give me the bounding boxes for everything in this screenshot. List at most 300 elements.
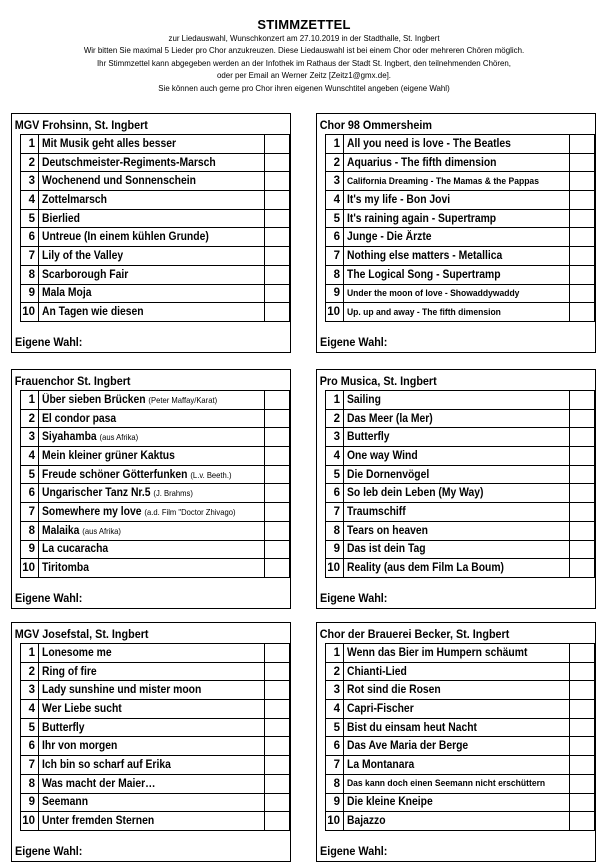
song-cell [344, 209, 570, 228]
song-row [21, 465, 290, 484]
song-title: Bierlied [42, 212, 80, 225]
vote-checkbox[interactable] [265, 700, 290, 719]
song-number: 4 [326, 191, 344, 210]
vote-checkbox[interactable] [265, 391, 290, 410]
song-title: Butterfly [347, 431, 390, 444]
song-cell [344, 428, 570, 447]
song-wrap [347, 759, 414, 771]
own-choice-field[interactable]: Eigene Wahl: [320, 844, 388, 858]
song-number: 10 [326, 559, 344, 578]
song-number: 6 [21, 228, 39, 247]
song-row [21, 135, 290, 154]
song-number: 2 [21, 409, 39, 428]
song-number: 7 [21, 247, 39, 266]
song-cell [39, 265, 265, 284]
song-table [20, 134, 290, 322]
song-cell [344, 484, 570, 503]
song-table [325, 390, 595, 578]
vote-checkbox[interactable] [570, 718, 595, 737]
song-row [326, 774, 595, 793]
song-cell [39, 191, 265, 210]
song-number: 5 [21, 465, 39, 484]
song-row [21, 700, 290, 719]
song-title: Lonesome me [42, 646, 112, 659]
song-title: Ungarischer Tanz Nr.5 [42, 487, 151, 500]
vote-checkbox[interactable] [570, 228, 595, 247]
vote-checkbox[interactable] [570, 409, 595, 428]
song-row [21, 644, 290, 663]
song-wrap [42, 213, 80, 225]
song-row [21, 718, 290, 737]
vote-checkbox[interactable] [265, 172, 290, 191]
song-note: (J. Brahms) [153, 488, 193, 499]
song-cell [344, 644, 570, 663]
vote-checkbox[interactable] [570, 265, 595, 284]
vote-checkbox[interactable] [570, 391, 595, 410]
ballot-title: STIMMZETTEL [257, 17, 351, 32]
song-cell [344, 774, 570, 793]
song-row [326, 265, 595, 284]
song-title: Ring of fire [42, 665, 97, 678]
song-number: 3 [21, 172, 39, 191]
vote-checkbox[interactable] [570, 172, 595, 191]
song-table [325, 134, 595, 322]
vote-checkbox[interactable] [265, 559, 290, 578]
song-row [326, 172, 595, 191]
song-wrap [42, 450, 175, 462]
song-number: 1 [326, 391, 344, 410]
song-cell [344, 228, 570, 247]
vote-checkbox[interactable] [265, 774, 290, 793]
song-title: It's my life - Bon Jovi [347, 193, 451, 206]
song-row [21, 559, 290, 578]
own-choice-field[interactable]: Eigene Wahl: [15, 844, 83, 858]
song-row [326, 409, 595, 428]
vote-checkbox[interactable] [570, 135, 595, 154]
song-number: 3 [21, 681, 39, 700]
song-row [21, 428, 290, 447]
song-wrap [42, 194, 107, 206]
choir-name: Frauenchor St. Ingbert [14, 374, 131, 388]
song-cell [344, 172, 570, 191]
song-title: Das kann doch einen Seemann nicht erschüttern [347, 778, 546, 790]
vote-checkbox[interactable] [265, 812, 290, 831]
song-wrap [42, 525, 121, 537]
song-cell [39, 409, 265, 428]
song-wrap [42, 815, 154, 827]
song-wrap [347, 562, 504, 574]
song-title: Chianti-Lied [347, 665, 407, 678]
song-title: Tears on heaven [347, 524, 428, 537]
song-wrap [42, 157, 216, 169]
song-title: Zottelmarsch [42, 193, 107, 206]
song-row [21, 503, 290, 522]
vote-checkbox[interactable] [265, 662, 290, 681]
song-wrap [347, 778, 545, 789]
choir-name: Chor der Brauerei Becker, St. Ingbert [319, 627, 510, 641]
song-cell [344, 391, 570, 410]
choir-box [316, 622, 596, 862]
song-wrap [347, 250, 502, 262]
song-row [21, 484, 290, 503]
song-note: (aus Afrika) [99, 432, 139, 443]
song-row [326, 756, 595, 775]
own-choice-field[interactable]: Eigene Wahl: [15, 335, 83, 349]
song-number: 2 [21, 153, 39, 172]
vote-checkbox[interactable] [570, 737, 595, 756]
song-number: 9 [21, 793, 39, 812]
song-cell [344, 521, 570, 540]
vote-checkbox[interactable] [265, 284, 290, 303]
vote-checkbox[interactable] [570, 559, 595, 578]
vote-checkbox[interactable] [570, 662, 595, 681]
song-cell [39, 774, 265, 793]
song-row [326, 284, 595, 303]
song-row [21, 774, 290, 793]
choir-box [316, 369, 596, 609]
song-title: Das ist dein Tag [347, 543, 426, 556]
song-wrap [347, 394, 381, 406]
header-line-4: oder per Email an Werner Zeitz [Zeitz1@gmx.de]. [217, 70, 391, 81]
song-wrap [42, 413, 116, 425]
song-cell [344, 737, 570, 756]
song-number: 9 [326, 284, 344, 303]
song-title: The Logical Song - Supertramp [347, 268, 501, 281]
song-title: Up. up and away - The fifth dimension [347, 306, 501, 318]
song-number: 2 [21, 662, 39, 681]
vote-checkbox[interactable] [265, 521, 290, 540]
song-number: 3 [21, 428, 39, 447]
vote-checkbox[interactable] [570, 793, 595, 812]
song-wrap [347, 176, 539, 187]
song-number: 5 [21, 209, 39, 228]
song-row [21, 284, 290, 303]
song-number: 8 [326, 774, 344, 793]
song-number: 5 [326, 209, 344, 228]
song-wrap [347, 307, 501, 318]
song-cell [344, 793, 570, 812]
song-cell [344, 700, 570, 719]
song-title: It's raining again - Supertramp [347, 212, 497, 225]
song-number: 9 [21, 284, 39, 303]
song-number: 1 [21, 391, 39, 410]
song-row [21, 209, 290, 228]
vote-checkbox[interactable] [265, 191, 290, 210]
song-row [21, 228, 290, 247]
own-choice-field[interactable]: Eigene Wahl: [15, 591, 83, 605]
song-number: 4 [326, 700, 344, 719]
song-row [21, 521, 290, 540]
vote-checkbox[interactable] [265, 503, 290, 522]
song-wrap [347, 684, 441, 696]
song-title: Siyahamba [42, 431, 97, 444]
song-title: Ihr von morgen [42, 740, 118, 753]
vote-checkbox[interactable] [570, 774, 595, 793]
song-cell [39, 540, 265, 559]
vote-checkbox[interactable] [570, 191, 595, 210]
vote-checkbox[interactable] [265, 135, 290, 154]
vote-checkbox[interactable] [570, 209, 595, 228]
vote-checkbox[interactable] [570, 303, 595, 322]
song-number: 6 [21, 484, 39, 503]
header-line-1: zur Liedauswahl, Wunschkonzert am 27.10.2019 in der Stadthalle, St. Ingbert [168, 33, 440, 43]
song-number: 9 [326, 793, 344, 812]
song-title: Wenn das Bier im Humpern schäumt [347, 646, 528, 659]
song-cell [39, 228, 265, 247]
song-wrap [42, 306, 144, 318]
song-number: 4 [326, 447, 344, 466]
song-title: Lily of the Valley [42, 249, 124, 262]
song-wrap [347, 703, 414, 715]
vote-checkbox[interactable] [570, 644, 595, 663]
vote-checkbox[interactable] [570, 812, 595, 831]
song-wrap [42, 138, 176, 150]
song-wrap [347, 157, 497, 169]
song-wrap [347, 288, 519, 299]
song-note: (Peter Maffay/Karat) [148, 394, 218, 405]
vote-checkbox[interactable] [265, 681, 290, 700]
song-cell [39, 662, 265, 681]
song-row [21, 681, 290, 700]
vote-checkbox[interactable] [265, 409, 290, 428]
song-wrap [42, 722, 85, 734]
song-title: Wer Liebe sucht [42, 702, 122, 715]
vote-checkbox[interactable] [570, 247, 595, 266]
vote-checkbox[interactable] [265, 718, 290, 737]
song-wrap [42, 175, 196, 187]
song-cell [39, 521, 265, 540]
song-cell [344, 191, 570, 210]
song-cell [344, 303, 570, 322]
song-cell [344, 465, 570, 484]
song-wrap [42, 759, 171, 771]
choir-box [11, 113, 291, 353]
song-number: 10 [21, 559, 39, 578]
song-cell [344, 718, 570, 737]
song-cell [39, 247, 265, 266]
song-cell [39, 503, 265, 522]
song-row [326, 644, 595, 663]
song-wrap [347, 487, 483, 499]
song-number: 6 [326, 484, 344, 503]
song-title: Das Ave Maria der Berge [347, 740, 469, 753]
song-wrap [347, 269, 501, 281]
song-title: Bajazzo [347, 815, 386, 828]
song-row [326, 209, 595, 228]
song-title: Die Dornenvögel [347, 468, 430, 481]
song-title: Sailing [347, 393, 381, 406]
song-title: California Dreaming - The Mamas & the Pappas [347, 175, 539, 187]
song-number: 8 [326, 265, 344, 284]
song-cell [344, 447, 570, 466]
vote-checkbox[interactable] [265, 540, 290, 559]
song-number: 8 [21, 265, 39, 284]
song-note: (aus Afrika) [82, 525, 121, 536]
song-row [326, 681, 595, 700]
song-title: Die kleine Kneipe [347, 796, 433, 809]
song-row [21, 756, 290, 775]
song-number: 8 [21, 521, 39, 540]
song-number: 5 [326, 465, 344, 484]
song-number: 10 [326, 303, 344, 322]
vote-checkbox[interactable] [570, 428, 595, 447]
song-title: Seemann [42, 796, 89, 809]
song-number: 4 [21, 447, 39, 466]
song-title: Malaika [42, 524, 80, 537]
header-line-3: Ihr Stimmzettel kann abgegeben werden an der Infothek im Rathaus der Stadt St. Ingbert, den teilnehmenden Chören, [96, 57, 512, 68]
song-number: 7 [21, 756, 39, 775]
vote-checkbox[interactable] [570, 153, 595, 172]
song-number: 2 [326, 409, 344, 428]
song-number: 1 [326, 135, 344, 154]
vote-checkbox[interactable] [570, 681, 595, 700]
song-row [21, 191, 290, 210]
song-wrap [42, 703, 122, 715]
song-row [21, 153, 290, 172]
song-row [326, 662, 595, 681]
song-cell [39, 135, 265, 154]
song-row [326, 718, 595, 737]
song-number: 3 [326, 172, 344, 191]
song-number: 10 [326, 812, 344, 831]
song-row [21, 662, 290, 681]
song-row [326, 503, 595, 522]
song-cell [39, 153, 265, 172]
song-cell [39, 303, 265, 322]
song-title: Bist du einsam heut Nacht [347, 721, 477, 734]
song-title: Mein kleiner grüner Kaktus [42, 449, 175, 462]
song-cell [344, 681, 570, 700]
vote-checkbox[interactable] [265, 484, 290, 503]
song-title: So leb dein Leben (My Way) [347, 487, 484, 500]
song-cell [344, 265, 570, 284]
song-row [326, 191, 595, 210]
song-row [21, 540, 290, 559]
vote-checkbox[interactable] [570, 465, 595, 484]
own-choice-field[interactable]: Eigene Wahl: [320, 335, 388, 349]
song-wrap [347, 506, 406, 518]
song-number: 2 [326, 662, 344, 681]
song-title: Tiritomba [42, 562, 89, 575]
song-wrap [347, 740, 468, 752]
song-number: 7 [326, 503, 344, 522]
song-wrap [42, 543, 108, 555]
song-wrap [347, 194, 450, 206]
song-table [20, 390, 290, 578]
song-cell [39, 793, 265, 812]
vote-checkbox[interactable] [265, 756, 290, 775]
song-row [326, 391, 595, 410]
song-wrap [42, 506, 236, 518]
song-cell [39, 812, 265, 831]
vote-checkbox[interactable] [570, 521, 595, 540]
song-row [21, 303, 290, 322]
song-cell [39, 209, 265, 228]
song-wrap [347, 413, 433, 425]
song-row [326, 559, 595, 578]
vote-checkbox[interactable] [265, 447, 290, 466]
song-number: 2 [326, 153, 344, 172]
song-title: Über sieben Brücken [42, 393, 146, 406]
song-table [20, 643, 290, 831]
song-title: Traumschiff [347, 505, 406, 518]
song-cell [39, 737, 265, 756]
song-row [326, 793, 595, 812]
vote-checkbox[interactable] [570, 756, 595, 775]
song-title: Rot sind die Rosen [347, 684, 441, 697]
song-title: All you need is love - The Beatles [347, 137, 511, 150]
song-number: 8 [326, 521, 344, 540]
song-cell [344, 503, 570, 522]
song-title: Capri-Fischer [347, 702, 414, 715]
song-wrap [347, 138, 511, 150]
vote-checkbox[interactable] [265, 793, 290, 812]
song-title: One way Wind [347, 449, 418, 462]
vote-checkbox[interactable] [570, 284, 595, 303]
song-wrap [42, 431, 138, 443]
song-wrap [347, 525, 428, 537]
song-wrap [42, 394, 217, 406]
vote-checkbox[interactable] [570, 484, 595, 503]
song-wrap [42, 796, 88, 808]
song-cell [39, 644, 265, 663]
vote-checkbox[interactable] [265, 465, 290, 484]
song-row [21, 812, 290, 831]
song-number: 3 [326, 428, 344, 447]
song-number: 9 [326, 540, 344, 559]
vote-checkbox[interactable] [570, 540, 595, 559]
own-choice-field[interactable]: Eigene Wahl: [320, 591, 388, 605]
song-row [326, 247, 595, 266]
song-wrap [42, 684, 201, 696]
song-cell [39, 718, 265, 737]
song-note: (L.v. Beeth.) [190, 469, 232, 480]
song-title: Aquarius - The fifth dimension [347, 156, 497, 169]
song-row [326, 737, 595, 756]
song-row [326, 484, 595, 503]
vote-checkbox[interactable] [265, 737, 290, 756]
song-wrap [347, 722, 477, 734]
song-title: Unter fremden Sternen [42, 815, 155, 828]
song-title: Under the moon of love - Showaddywaddy [347, 287, 520, 299]
song-number: 5 [326, 718, 344, 737]
song-title: Ich bin so scharf auf Erika [42, 758, 171, 771]
vote-checkbox[interactable] [570, 503, 595, 522]
song-wrap [347, 543, 426, 555]
song-number: 7 [326, 756, 344, 775]
song-title: Butterfly [42, 721, 85, 734]
vote-checkbox[interactable] [265, 303, 290, 322]
vote-checkbox[interactable] [265, 153, 290, 172]
vote-checkbox[interactable] [265, 265, 290, 284]
song-title: Deutschmeister-Regiments-Marsch [42, 156, 216, 169]
vote-checkbox[interactable] [265, 247, 290, 266]
choir-name: Chor 98 Ommersheim [319, 118, 432, 132]
vote-checkbox[interactable] [570, 700, 595, 719]
song-wrap [42, 666, 97, 678]
song-wrap [42, 562, 89, 574]
vote-checkbox[interactable] [265, 644, 290, 663]
song-cell [39, 391, 265, 410]
vote-checkbox[interactable] [570, 447, 595, 466]
vote-checkbox[interactable] [265, 428, 290, 447]
song-wrap [42, 778, 156, 790]
vote-checkbox[interactable] [265, 228, 290, 247]
song-wrap [347, 647, 527, 659]
choir-box [11, 622, 291, 862]
vote-checkbox[interactable] [265, 209, 290, 228]
song-number: 6 [326, 228, 344, 247]
